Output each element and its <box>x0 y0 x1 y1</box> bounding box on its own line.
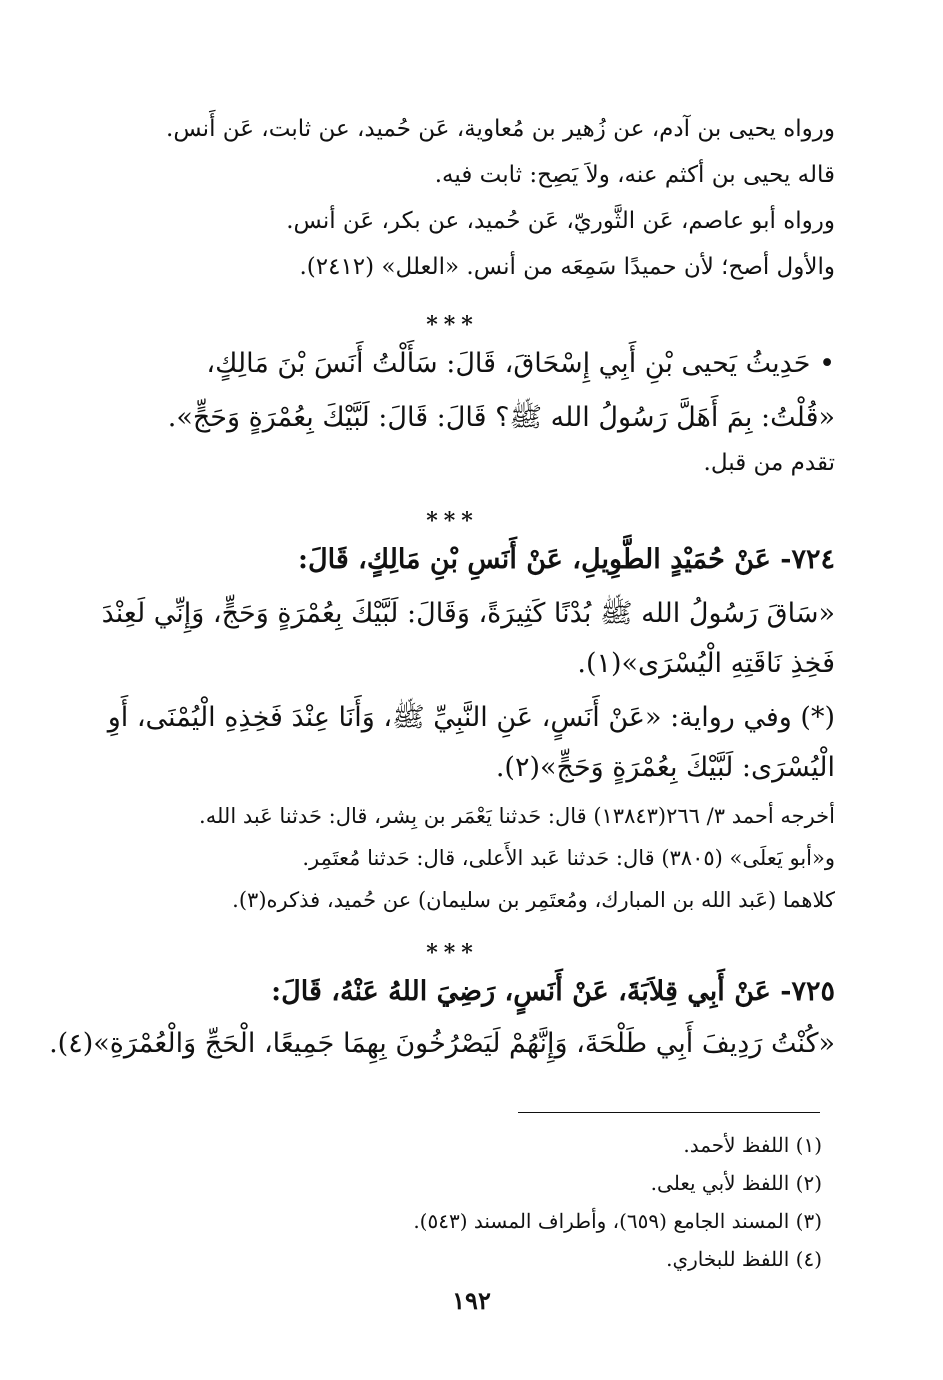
footnotes <box>70 1126 822 1278</box>
section-separator: *** <box>426 312 479 338</box>
hadith-724-text: فَخِذِ نَاقَتِهِ الْيُسْرَى»(١). <box>577 648 835 679</box>
text-line: والأول أصح؛ لأن حميدًا سَمِعَه من أنس. «العلل» (٢٤١٢). <box>299 254 835 280</box>
section-separator: *** <box>426 940 479 966</box>
source-line: كلاهما (عَبد الله بن المبارك، ومُعتَمِر بن سليمان) عن حُميد، فذكره(٣). <box>232 888 835 912</box>
hadith-724-variant: الْيُسْرَى: لَبَّيْكَ بِعُمْرَةٍ وَحَجٍّ»(٢). <box>495 752 835 783</box>
text-line: قاله يحيى بن أكثم عنه، ولاَ يَصِح: ثابت فيه. <box>434 162 835 188</box>
source-line: أخرجه أحمد ٣/ ٢٦٦(١٣٨٤٣) قال: حَدثنا يَعْمَر بن بِشر، قال: حَدثنا عَبد الله. <box>199 804 835 828</box>
page-number: ١٩٢ <box>452 1286 491 1315</box>
hadith-725-text: «كُنْتُ رَدِيفَ أَبِي طَلْحَةَ، وَإِنَّهُمْ لَيَصْرُخُونَ بِهِمَا جَمِيعًا، الْحَجِّ وَالْعُمْرَةِ»(٤). <box>49 1028 835 1059</box>
hadith-724-heading: ٧٢٤- عَنْ حُمَيْدٍ الطَّوِيلِ، عَنْ أَنَسِ بْنِ مَالِكٍ، قَالَ: <box>298 544 835 575</box>
footnote: (٣) المسند الجامع (٦٥٩)، وأطراف المسند (٥٤٣). <box>413 1209 822 1233</box>
main-text <box>49 116 835 1080</box>
footnote-divider <box>518 1112 820 1113</box>
footnote: (٢) اللفظ لأبي يعلى. <box>650 1171 822 1195</box>
hadith-724-text: «سَاقَ رَسُولُ الله ﷺ بُدْنًا كَثِيرَةً، وَقَالَ: لَبَّيْكَ بِعُمْرَةٍ وَحَجٍّ، وَإِنِّي لَعِنْدَ <box>101 598 835 629</box>
hadith-724-variant: (*) وفي رواية: «عَنْ أَنَسٍ، عَنِ النَّبِيِّ ﷺ، وَأَنَا عِنْدَ فَخِذِهِ الْيُمْنَى، أَوِ <box>107 702 835 733</box>
section-separator: *** <box>426 508 479 534</box>
text-line: «قُلْتُ: بِمَ أَهَلَّ رَسُولُ الله ﷺ؟ قَالَ: قَالَ: لَبَّيْكَ بِعُمْرَةٍ وَحَجٍّ». <box>167 402 835 433</box>
text-line: • حَدِيثُ يَحيى بْنِ أَبِي إِسْحَاقَ، قَالَ: سَأَلْتُ أَنَسَ بْنَ مَالِكٍ، <box>206 348 835 379</box>
text-line: ورواه يحيى بن آدم، عن زُهير بن مُعاوية، عَن حُميد، عن ثابت، عَن أَنس. <box>166 116 835 142</box>
text-line: تقدم من قبل. <box>703 450 835 476</box>
text-line: ورواه أبو عاصم، عَن الثَّوريّ، عَن حُميد، عن بكر، عَن أنس. <box>286 208 835 234</box>
hadith-725-heading: ٧٢٥- عَنْ أَبِي قِلاَبَةَ، عَنْ أَنَسٍ، رَضِيَ اللهُ عَنْهُ، قَالَ: <box>271 976 835 1007</box>
footnote: (٤) اللفظ للبخاري. <box>666 1247 822 1271</box>
footnote: (١) اللفظ لأحمد. <box>683 1133 822 1157</box>
source-line: و«أبو يَعلَى» (٣٨٠٥) قال: حَدثنا عَبد الأَعلى، قال: حَدثنا مُعتَمِر. <box>302 846 835 870</box>
